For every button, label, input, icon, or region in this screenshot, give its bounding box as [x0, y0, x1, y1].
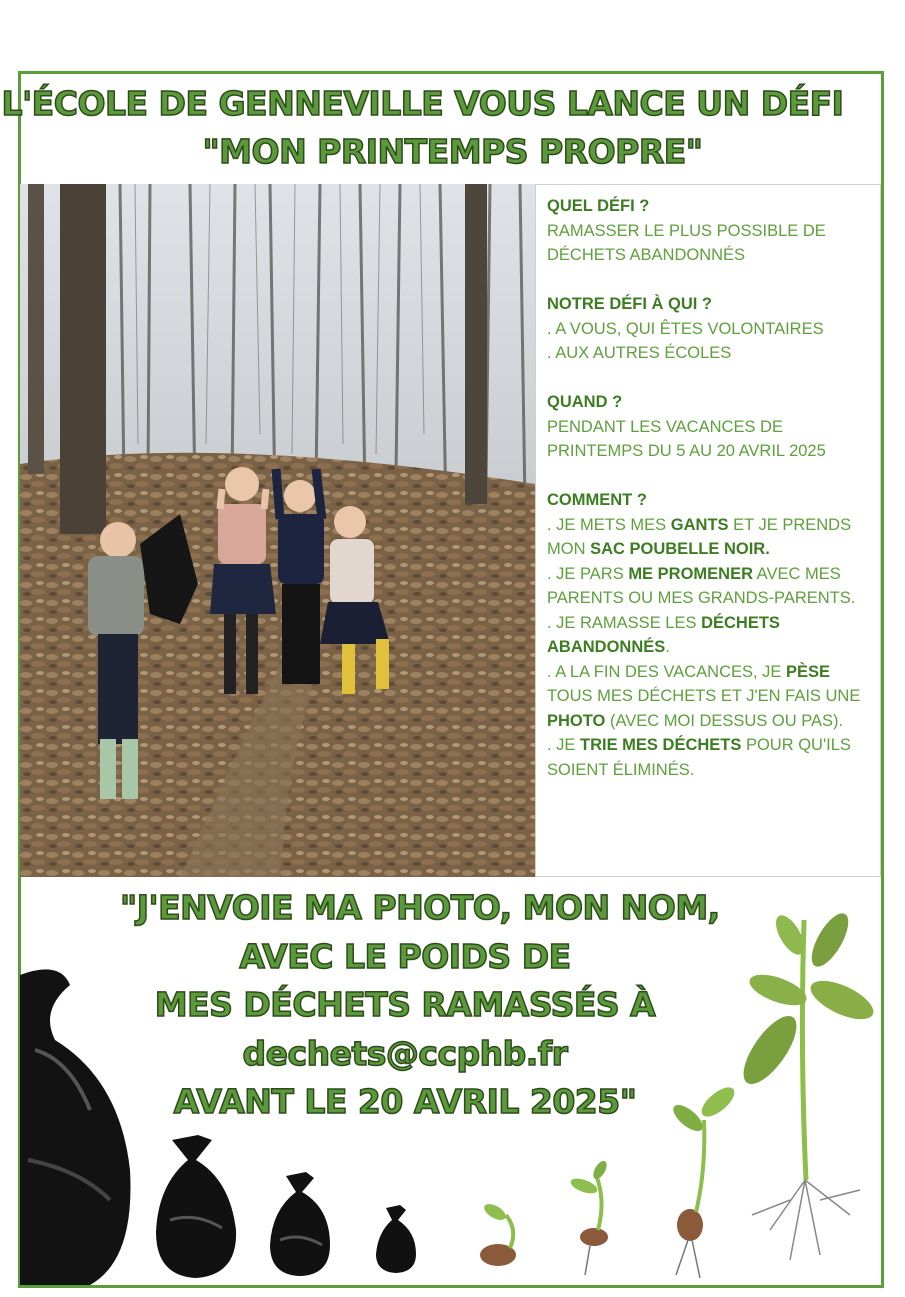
text-span: . JE: [547, 736, 581, 754]
text-span: POUR QU'ILS: [741, 736, 851, 754]
cta-line: "J'ENVOIE MA PHOTO, MON NOM,: [120, 888, 720, 927]
info-text-line: DÉCHETS ABANDONNÉS: [547, 246, 746, 264]
info-text-line: PENDANT LES VACANCES DE: [547, 417, 783, 436]
trash-bag-icon: [156, 1135, 236, 1278]
info-text-line: . A VOUS, QUI ÊTES VOLONTAIRES: [547, 319, 824, 338]
text-span: . JE PARS: [547, 564, 629, 583]
cta-line: AVEC LE POIDS DE: [239, 936, 571, 976]
info-step-sort-cont: SOIENT ÉLIMINÉS.: [547, 760, 695, 779]
cta-email[interactable]: dechets@ccphb.fr: [242, 1033, 568, 1073]
highlight-text: GANTS: [670, 515, 729, 534]
cta-line: AVANT LE 20 AVRIL 2025": [173, 1082, 637, 1121]
highlight-text: PHOTO: [547, 711, 606, 730]
info-step-weigh-cont: TOUS MES DÉCHETS ET J'EN FAIS UNE: [547, 687, 861, 705]
seed-sprout-icon: [569, 1159, 610, 1275]
info-heading-what: QUEL DÉFI ?: [547, 197, 650, 215]
info-text-line: PRINTEMPS DU 5 AU 20 AVRIL 2025: [547, 442, 826, 460]
text-span: .: [665, 638, 670, 656]
text-span: ET JE PRENDS: [728, 515, 852, 534]
trash-bag-icon: [376, 1205, 416, 1273]
header-title-line1: L'ÉCOLE DE GENNEVILLE VOUS LANCE UN DÉFI: [1, 84, 844, 123]
highlight-text: DÉCHETS: [701, 613, 780, 632]
info-heading-who: NOTRE DÉFI À QUI ?: [547, 295, 712, 313]
highlight-text: ABANDONNÉS: [547, 638, 666, 656]
info-heading-how: COMMENT ?: [547, 491, 647, 509]
trash-bag-icon: [20, 969, 131, 1285]
cta-line: MES DÉCHETS RAMASSÉS À: [154, 985, 656, 1024]
text-span: (AVEC MOI DESSUS OU PAS).: [605, 711, 844, 730]
info-step-walk-cont: PARENTS OU MES GRANDS-PARENTS.: [547, 589, 856, 607]
text-span: . A LA FIN DES VACANCES, JE: [547, 662, 787, 681]
seed-sprout-icon: [480, 1201, 516, 1266]
info-text-line: RAMASSER LE PLUS POSSIBLE DE: [547, 221, 826, 240]
highlight-text: TRIE MES DÉCHETS: [580, 736, 742, 754]
header-title-line2: "MON PRINTEMPS PROPRE": [202, 132, 703, 171]
highlight-text: ME PROMENER: [628, 564, 753, 583]
info-text-line: . AUX AUTRES ÉCOLES: [547, 344, 732, 362]
highlight-text: SAC POUBELLE NOIR.: [590, 540, 770, 558]
text-span: AVEC MES: [753, 564, 841, 583]
trash-bag-icon: [270, 1172, 330, 1276]
text-span: . JE METS MES: [547, 515, 671, 534]
young-plant-icon: [734, 908, 879, 1260]
text-span: MON: [547, 540, 591, 558]
info-heading-when: QUAND ?: [547, 393, 623, 411]
call-to-action: [120, 884, 720, 1127]
highlight-text: PÈSE: [786, 662, 831, 681]
text-span: . JE RAMASSE LES: [547, 613, 702, 632]
